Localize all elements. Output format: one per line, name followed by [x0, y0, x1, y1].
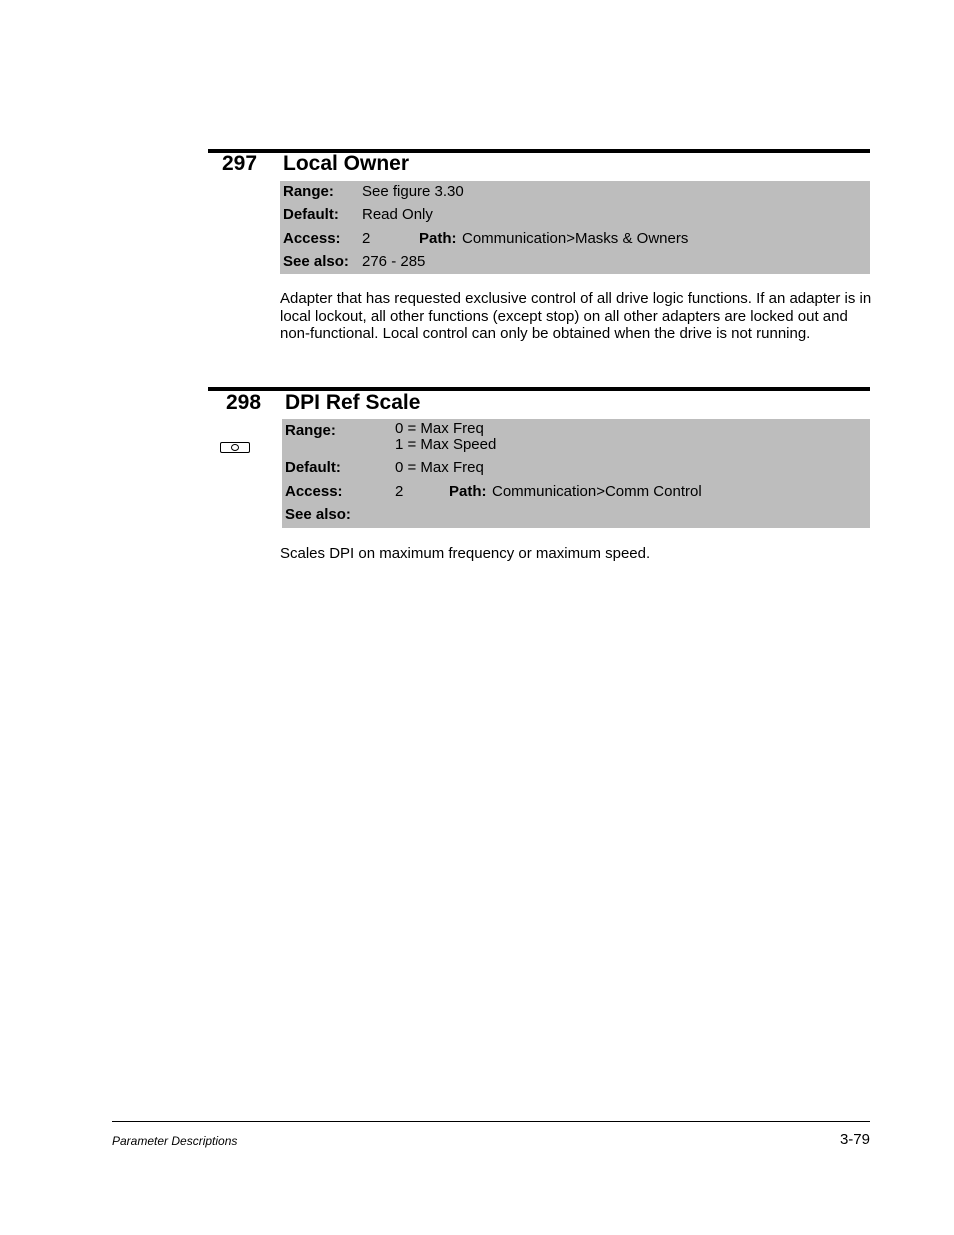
param-description: Adapter that has requested exclusive control of all drive logic functions. If an adapter is in local lockout, all other functions (except stop) on all other adapters are locked out and non-functional. Local control can only be obtained when the drive is not running. — [280, 290, 872, 342]
param-number: 298 — [226, 391, 262, 414]
access-value: 2 — [362, 230, 371, 247]
param-number: 297 — [222, 152, 258, 175]
param-title: DPI Ref Scale — [285, 391, 421, 414]
param-info-box — [282, 419, 870, 528]
footer-section-title: Parameter Descriptions — [112, 1134, 238, 1148]
access-value: 2 — [395, 483, 404, 500]
range-label: Range: — [285, 422, 336, 439]
path-value: Communication>Comm Control — [492, 483, 702, 500]
path-label: Path: — [419, 230, 457, 247]
footer-divider — [112, 1121, 870, 1122]
see-also-label: See also: — [283, 253, 349, 270]
param-description: Scales DPI on maximum frequency or maximum speed. — [280, 545, 651, 562]
range-value-1: 0 = Max Freq — [395, 420, 484, 437]
default-label: Default: — [283, 206, 339, 223]
path-value: Communication>Masks & Owners — [462, 230, 689, 247]
range-label: Range: — [283, 183, 334, 200]
page-number: 3-79 — [839, 1131, 870, 1148]
range-value: See figure 3.30 — [362, 183, 464, 200]
param-title: Local Owner — [283, 152, 410, 175]
see-also-value: 276 - 285 — [362, 253, 426, 270]
see-also-label: See also: — [285, 506, 351, 523]
stop-drive-key-icon — [220, 442, 250, 453]
default-value: Read Only — [362, 206, 433, 223]
access-label: Access: — [285, 483, 343, 500]
param-info-box — [280, 181, 870, 274]
access-label: Access: — [283, 230, 341, 247]
default-value: 0 = Max Freq — [395, 459, 484, 476]
default-label: Default: — [285, 459, 341, 476]
range-value-2: 1 = Max Speed — [395, 436, 497, 453]
path-label: Path: — [449, 483, 487, 500]
